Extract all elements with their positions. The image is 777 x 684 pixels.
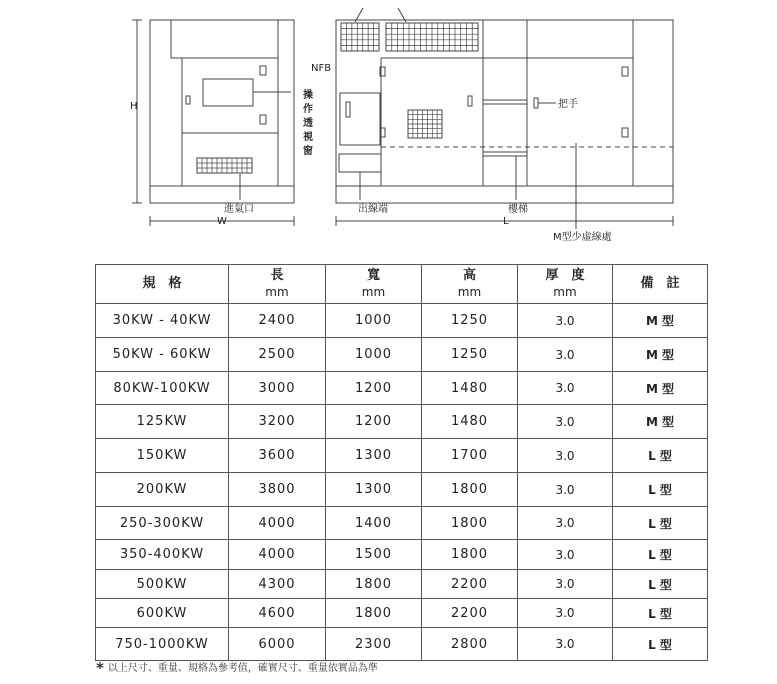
- cell-spec: 50KW - 60KW: [96, 338, 229, 372]
- cell-height: 1800: [422, 473, 518, 507]
- front-handle-top: [260, 66, 266, 75]
- table-row: [96, 372, 708, 405]
- cell-note: M 型: [613, 372, 708, 405]
- air-inlet-grille: [197, 158, 252, 173]
- cell-width: 1000: [326, 338, 422, 372]
- side-grille-pattern: [408, 110, 442, 138]
- front-handle-mid: [260, 115, 266, 124]
- side-handle-4: [622, 67, 628, 76]
- cell-spec: 500KW: [96, 570, 229, 599]
- window-label-2: 作: [303, 104, 313, 115]
- cell-width: 1000: [326, 304, 422, 338]
- window-label-5: 窗: [303, 146, 313, 157]
- table-row: [96, 338, 708, 372]
- cell-length: 3000: [229, 372, 326, 405]
- handle-label: 把手: [558, 99, 578, 110]
- cell-note: L 型: [613, 628, 708, 661]
- table-row: [96, 304, 708, 338]
- stairs-label: 樓梯: [508, 204, 528, 215]
- cell-note: M 型: [613, 304, 708, 338]
- cell-spec: 200KW: [96, 473, 229, 507]
- cell-thickness: 3.0: [518, 473, 613, 507]
- enclosure-diagram: [0, 0, 777, 264]
- header-note: 備 註: [613, 265, 708, 304]
- table-row: [96, 570, 708, 599]
- table-row: [96, 507, 708, 540]
- operation-window: [203, 79, 253, 106]
- cell-width: 1200: [326, 372, 422, 405]
- cell-note: L 型: [613, 439, 708, 473]
- length-label: L: [503, 216, 509, 227]
- header-width: 寬 mm: [326, 265, 422, 304]
- header-spec: 規 格: [96, 265, 229, 304]
- cell-note: L 型: [613, 507, 708, 540]
- cell-length: 4300: [229, 570, 326, 599]
- side-view-body: [336, 20, 673, 203]
- cell-note: L 型: [613, 540, 708, 570]
- cell-note: L 型: [613, 599, 708, 628]
- side-handle-3: [468, 96, 472, 106]
- cell-width: 1800: [326, 599, 422, 628]
- cell-length: 6000: [229, 628, 326, 661]
- table-row: [96, 540, 708, 570]
- cell-height: 2200: [422, 570, 518, 599]
- roof-grille-left-pattern: [341, 23, 379, 51]
- header-thickness: 厚 度 mm: [518, 265, 613, 304]
- cell-note: L 型: [613, 570, 708, 599]
- cell-length: 2500: [229, 338, 326, 372]
- cell-length: 2400: [229, 304, 326, 338]
- cell-width: 2300: [326, 628, 422, 661]
- cell-thickness: 3.0: [518, 439, 613, 473]
- air-inlet-label: 進氣口: [224, 204, 254, 215]
- cable-outlet-box: [339, 154, 381, 172]
- cell-note: M 型: [613, 338, 708, 372]
- cell-length: 4600: [229, 599, 326, 628]
- cell-length: 4000: [229, 540, 326, 570]
- table-row: [96, 405, 708, 439]
- nfb-breaker: [340, 93, 380, 145]
- cell-thickness: 3.0: [518, 372, 613, 405]
- cell-spec: 250-300KW: [96, 507, 229, 540]
- cell-length: 3600: [229, 439, 326, 473]
- cell-length: 3800: [229, 473, 326, 507]
- header-height: 高 mm: [422, 265, 518, 304]
- cell-spec: 150KW: [96, 439, 229, 473]
- window-label-3: 透: [303, 118, 313, 129]
- front-view-body: [150, 20, 294, 203]
- air-inlet-grille-pattern: [197, 158, 252, 173]
- cell-thickness: 3.0: [518, 405, 613, 439]
- cell-thickness: 3.0: [518, 507, 613, 540]
- cell-width: 1300: [326, 439, 422, 473]
- table-row: [96, 628, 708, 661]
- m-type-note-label: M型少虛線處: [553, 232, 612, 243]
- cell-width: 1800: [326, 570, 422, 599]
- footnote-symbol: *: [96, 659, 104, 677]
- side-top-panel: [527, 20, 633, 58]
- cell-height: 1250: [422, 338, 518, 372]
- nfb-label: NFB: [311, 63, 332, 74]
- cell-width: 1400: [326, 507, 422, 540]
- window-label-4: 視: [303, 132, 313, 143]
- width-label: W: [217, 216, 227, 227]
- roof-grille-right-pattern: [386, 23, 478, 51]
- spec-table: [95, 264, 708, 661]
- table-row: [96, 473, 708, 507]
- window-label-1: 操: [303, 90, 313, 101]
- cell-note: L 型: [613, 473, 708, 507]
- cell-spec: 600KW: [96, 599, 229, 628]
- cell-thickness: 3.0: [518, 540, 613, 570]
- cell-height: 2800: [422, 628, 518, 661]
- cell-height: 1700: [422, 439, 518, 473]
- cell-height: 1250: [422, 304, 518, 338]
- side-handle-5: [622, 128, 628, 137]
- cell-thickness: 3.0: [518, 628, 613, 661]
- nfb-switch: [346, 102, 350, 117]
- handle-legend-symbol: [534, 98, 538, 108]
- cell-spec: 125KW: [96, 405, 229, 439]
- table-row: [96, 599, 708, 628]
- table-row: [96, 439, 708, 473]
- cell-length: 4000: [229, 507, 326, 540]
- cell-width: 1200: [326, 405, 422, 439]
- cell-height: 1800: [422, 540, 518, 570]
- cell-thickness: 3.0: [518, 304, 613, 338]
- cell-thickness: 3.0: [518, 599, 613, 628]
- cell-height: 1480: [422, 405, 518, 439]
- footnote-text: 以上尺寸、重量、規格為參考值，確實尺寸、重量依實品為準: [107, 663, 378, 674]
- cell-length: 3200: [229, 405, 326, 439]
- height-label: H: [130, 101, 138, 112]
- cell-height: 1480: [422, 372, 518, 405]
- cell-thickness: 3.0: [518, 570, 613, 599]
- cell-width: 1300: [326, 473, 422, 507]
- cell-spec: 750-1000KW: [96, 628, 229, 661]
- header-length: 長 mm: [229, 265, 326, 304]
- cell-spec: 80KW-100KW: [96, 372, 229, 405]
- cell-height: 2200: [422, 599, 518, 628]
- cell-height: 1800: [422, 507, 518, 540]
- cell-spec: 30KW - 40KW: [96, 304, 229, 338]
- cell-spec: 350-400KW: [96, 540, 229, 570]
- cell-width: 1500: [326, 540, 422, 570]
- cable-outlet-label: 出線端: [358, 204, 388, 215]
- footnote: [96, 659, 378, 677]
- front-top-panel: [171, 20, 278, 58]
- front-handle-left: [186, 96, 190, 104]
- table-header-row: [96, 265, 708, 304]
- cell-note: M 型: [613, 405, 708, 439]
- cell-thickness: 3.0: [518, 338, 613, 372]
